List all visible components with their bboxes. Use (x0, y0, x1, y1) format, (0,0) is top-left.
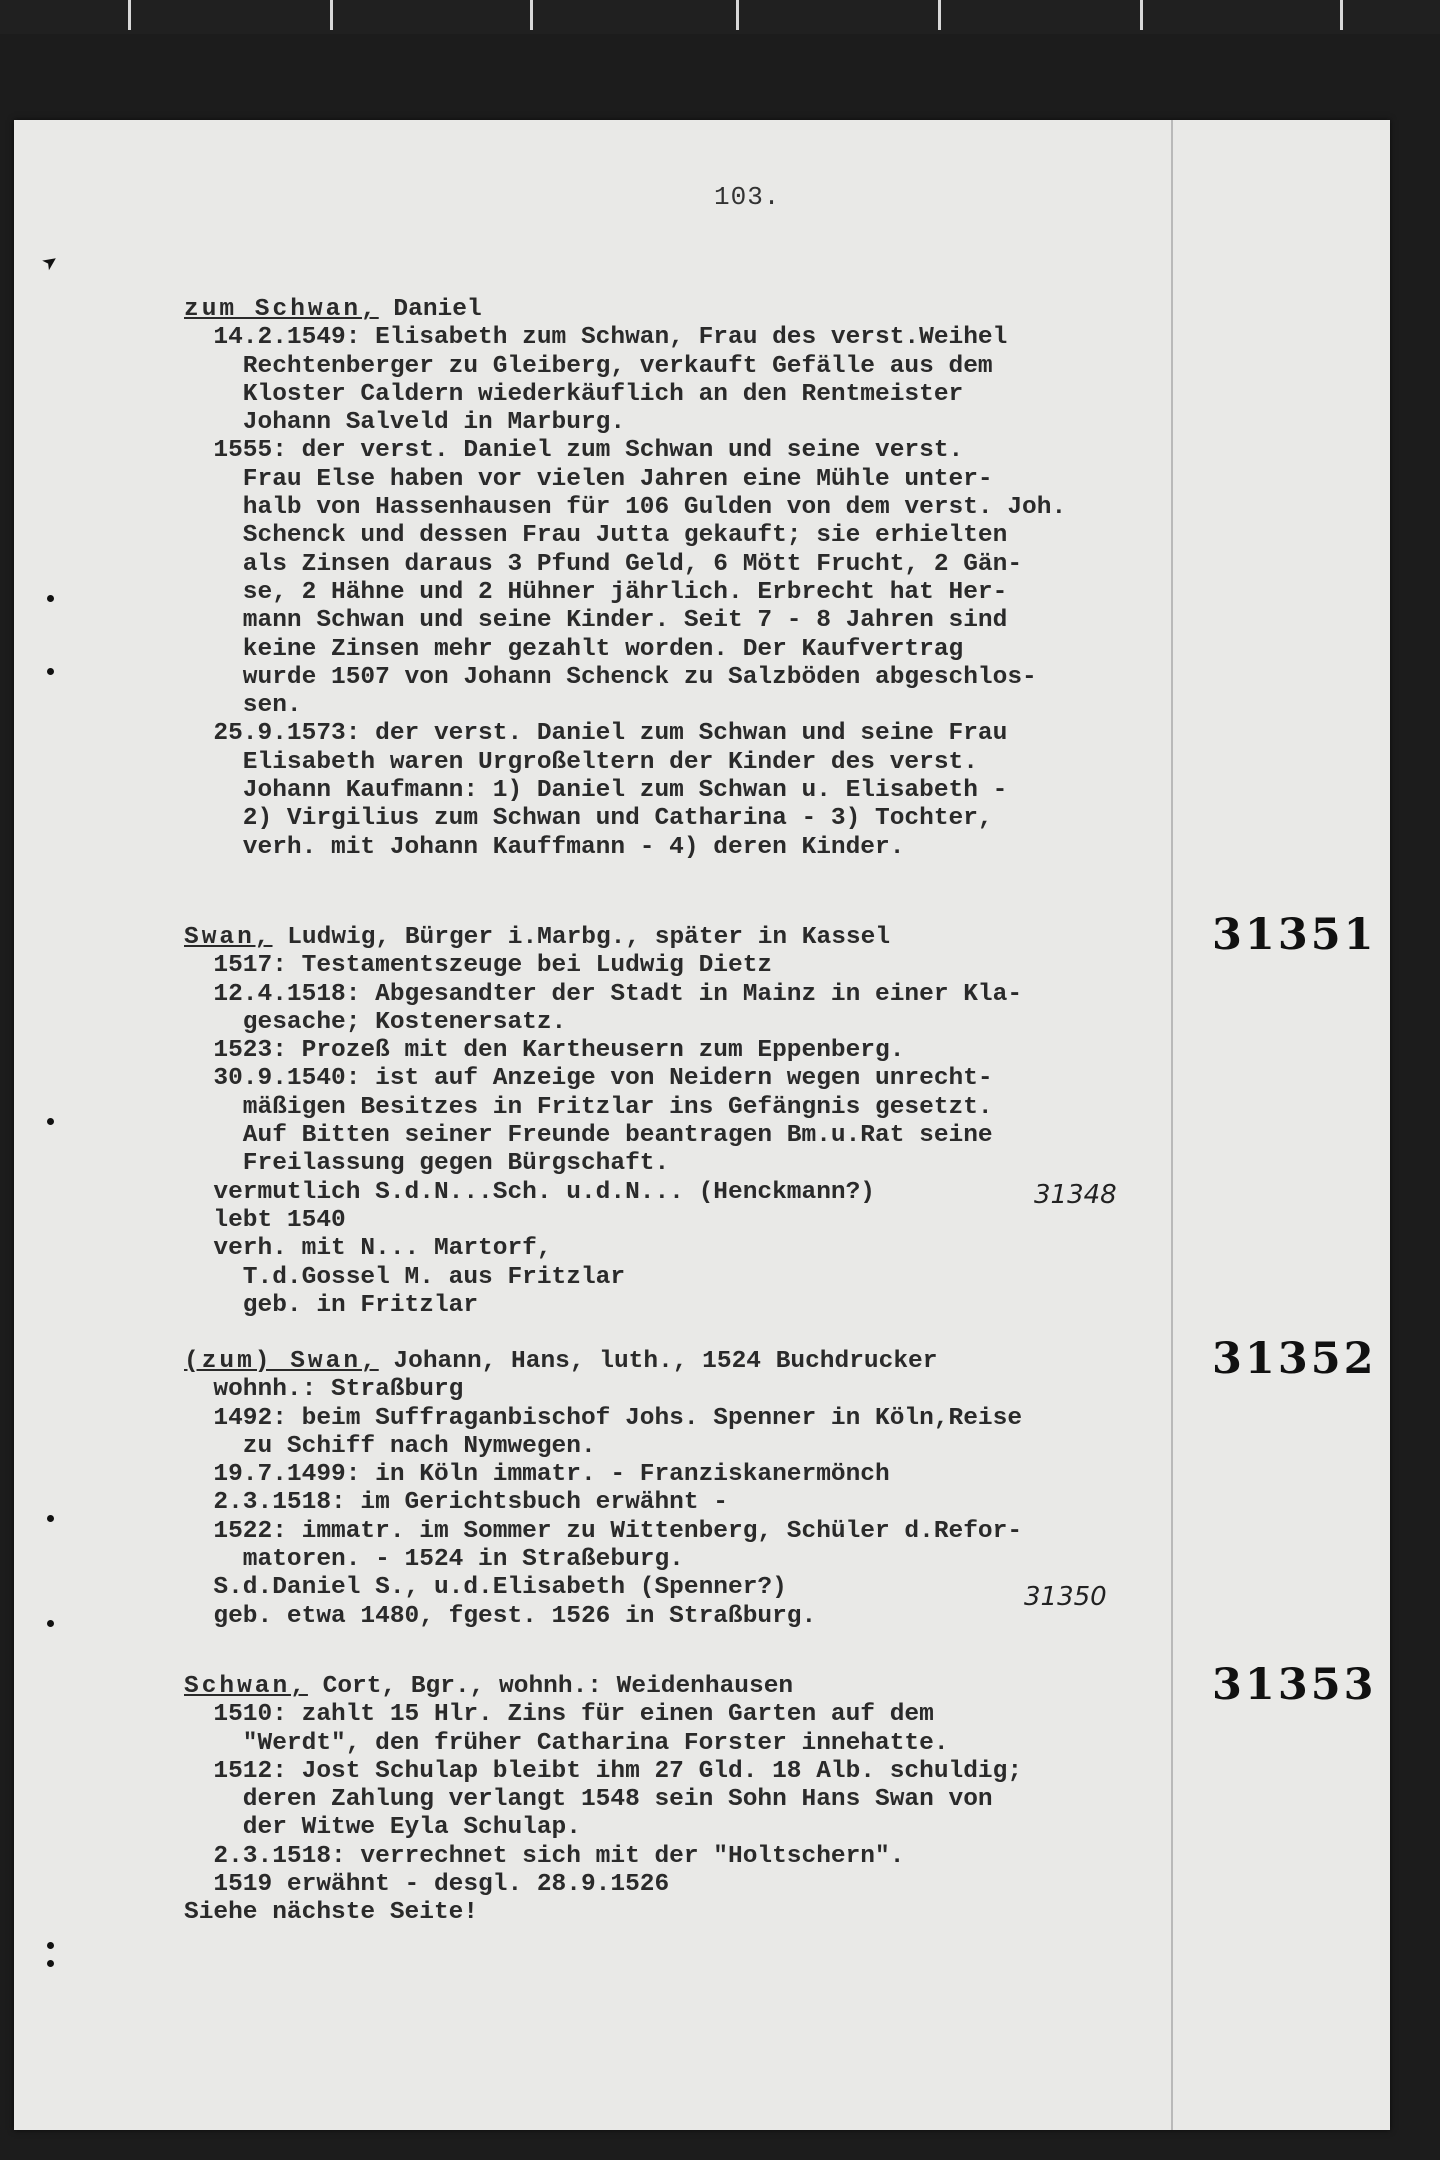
entry-line: 1523: Prozeß mit den Kartheusern zum Eppenberg. (184, 1037, 905, 1065)
entry-line: der Witwe Eyla Schulap. (184, 1814, 581, 1842)
entry-heading-rest: Johann, Hans, luth., 1524 Buchdrucker (378, 1348, 938, 1375)
entry-line: wurde 1507 von Johann Schenck zu Salzböden abgeschlos- (184, 663, 1037, 691)
film-strip-top (0, 0, 1440, 34)
entry-line: als Zinsen daraus 3 Pfund Geld, 6 Mött Frucht, 2 Gän- (184, 550, 1023, 578)
entry-heading-rest: Cort, Bgr., wohnh.: Weidenhausen (307, 1673, 794, 1700)
entry-line: Auf Bitten seiner Freunde beantragen Bm.u.Rat seine (184, 1122, 993, 1150)
strip-tick (1340, 0, 1343, 30)
entry-line: 30.9.1540: ist auf Anzeige von Neidern wegen unrecht- (184, 1065, 993, 1093)
entry-line: 1519 erwähnt - desgl. 28.9.1526 (184, 1871, 670, 1899)
entry-line: verh. mit Johann Kauffmann - 4) deren Kinder. (184, 833, 905, 861)
document-sheet (14, 120, 1390, 2130)
strip-tick (736, 0, 739, 30)
entry-line: 12.4.1518: Abgesandter der Stadt in Mainz in einer Kla- (184, 980, 1023, 1008)
entry-line: geb. etwa 1480, fgest. 1526 in Straßburg. (184, 1602, 817, 1630)
entry-line: Frau Else haben vor vielen Jahren eine Mühle unter- (184, 465, 993, 493)
strip-tick (330, 0, 333, 30)
entry-line: T.d.Gossel M. aus Fritzlar (184, 1263, 626, 1291)
entry-heading (184, 1673, 1214, 1701)
punch-dot-icon (47, 1942, 54, 1949)
entry-surname: (zum) Swan, (184, 1348, 379, 1375)
entry-line: Kloster Caldern wiederkäuflich an den Rentmeister (184, 380, 964, 408)
entry-line: Schenck und dessen Frau Jutta gekauft; sie erhielten (184, 522, 1008, 550)
entry-line: halb von Hassenhausen für 106 Gulden von dem verst. Joh. (184, 494, 1067, 522)
entry-line: 1512: Jost Schulap bleibt ihm 27 Gld. 18 Alb. schuldig; (184, 1757, 1023, 1785)
strip-tick (938, 0, 941, 30)
entry-line: "Werdt", den früher Catharina Forster innehatte. (184, 1729, 949, 1757)
entry-heading (184, 1348, 1214, 1376)
entry-number: 31353 (1212, 1660, 1377, 1710)
entry-schwan-cort (184, 1673, 1214, 1928)
entry-line: 1492: beim Suffraganbischof Johs. Spenner in Köln,Reise (184, 1404, 1023, 1432)
entry-line: geb. in Fritzlar (184, 1291, 479, 1319)
entry-line: matoren. - 1524 in Straßeburg. (184, 1546, 684, 1574)
entry-number: 31352 (1212, 1334, 1377, 1384)
entry-line: lebt 1540 (184, 1206, 346, 1234)
entry-line: Freilassung gegen Bürgschaft. (184, 1150, 670, 1178)
entry-line: 1522: immatr. im Sommer zu Wittenberg, Schüler d.Refor- (184, 1517, 1023, 1545)
entry-line: 2) Virgilius zum Schwan und Catharina - 3) Tochter, (184, 805, 993, 833)
entry-line: 25.9.1573: der verst. Daniel zum Schwan und seine Frau (184, 720, 1008, 748)
entry-line: deren Zahlung verlangt 1548 sein Sohn Hans Swan von (184, 1786, 993, 1814)
see-next-page: Siehe nächste Seite! (184, 1899, 479, 1927)
punch-dot-icon (47, 668, 54, 675)
entry-line: sen. (184, 692, 302, 720)
entry-line: 1510: zahlt 15 Hlr. Zins für einen Garten auf dem (184, 1701, 934, 1729)
entry-surname: zum Schwan, (184, 296, 379, 323)
entry-line: 1517: Testamentszeuge bei Ludwig Dietz (184, 952, 773, 980)
handwritten-reference: 31348 (1034, 1180, 1117, 1210)
entry-line: 14.2.1549: Elisabeth zum Schwan, Frau des verst.Weihel (184, 324, 1008, 352)
entry-heading (184, 924, 1214, 952)
punch-dot-icon (47, 1960, 54, 1967)
entry-line: 1555: der verst. Daniel zum Schwan und seine verst. (184, 437, 964, 465)
entry-line: mann Schwan und seine Kinder. Seit 7 - 8 Jahren sind (184, 607, 1008, 635)
entry-line: mäßigen Besitzes in Fritzlar ins Gefängnis gesetzt. (184, 1093, 993, 1121)
punch-dot-icon (47, 1620, 54, 1627)
entry-line: 19.7.1499: in Köln immatr. - Franziskanermönch (184, 1461, 890, 1489)
entry-heading-rest: Ludwig, Bürger i.Marbg., später in Kassel (272, 924, 891, 951)
handwritten-reference: 31350 (1024, 1582, 1107, 1612)
entry-surname: Swan, (184, 924, 273, 951)
arrow-mark-icon: ➤ (37, 247, 68, 281)
page-number: 103. (714, 182, 781, 212)
punch-dot-icon (47, 595, 54, 602)
strip-tick (530, 0, 533, 30)
entry-heading-rest: Daniel (378, 296, 482, 323)
entry-line: wohnh.: Straßburg (184, 1376, 464, 1404)
entry-line: Rechtenberger zu Gleiberg, verkauft Gefälle aus dem (184, 352, 993, 380)
entry-line: Johann Salveld in Marburg. (184, 409, 626, 437)
entry-line: S.d.Daniel S., u.d.Elisabeth (Spenner?) (184, 1574, 787, 1602)
punch-dot-icon (47, 1515, 54, 1522)
entry-line: vermutlich S.d.N...Sch. u.d.N... (Henckmann?) (184, 1178, 876, 1206)
entry-zum-schwan-daniel (184, 296, 1214, 862)
punch-dot-icon (47, 1118, 54, 1125)
entry-line: 2.3.1518: verrechnet sich mit der "Holtschern". (184, 1842, 905, 1870)
entry-number: 31351 (1212, 910, 1377, 960)
entry-line: zu Schiff nach Nymwegen. (184, 1432, 596, 1460)
entry-line: Johann Kaufmann: 1) Daniel zum Schwan u. Elisabeth - (184, 777, 1008, 805)
entry-line: 2.3.1518: im Gerichtsbuch erwähnt - (184, 1489, 728, 1517)
strip-tick (1140, 0, 1143, 30)
entry-surname: Schwan, (184, 1673, 308, 1700)
entry-line: gesache; Kostenersatz. (184, 1008, 567, 1036)
entry-heading (184, 296, 1214, 324)
strip-tick (128, 0, 131, 30)
entry-line: keine Zinsen mehr gezahlt worden. Der Kaufvertrag (184, 635, 964, 663)
entry-line: Elisabeth waren Urgroßeltern der Kinder des verst. (184, 748, 978, 776)
entry-swan-ludwig (184, 924, 1214, 1320)
entry-line: verh. mit N... Martorf, (184, 1235, 552, 1263)
entry-line: se, 2 Hähne und 2 Hühner jährlich. Erbrecht hat Her- (184, 578, 1008, 606)
